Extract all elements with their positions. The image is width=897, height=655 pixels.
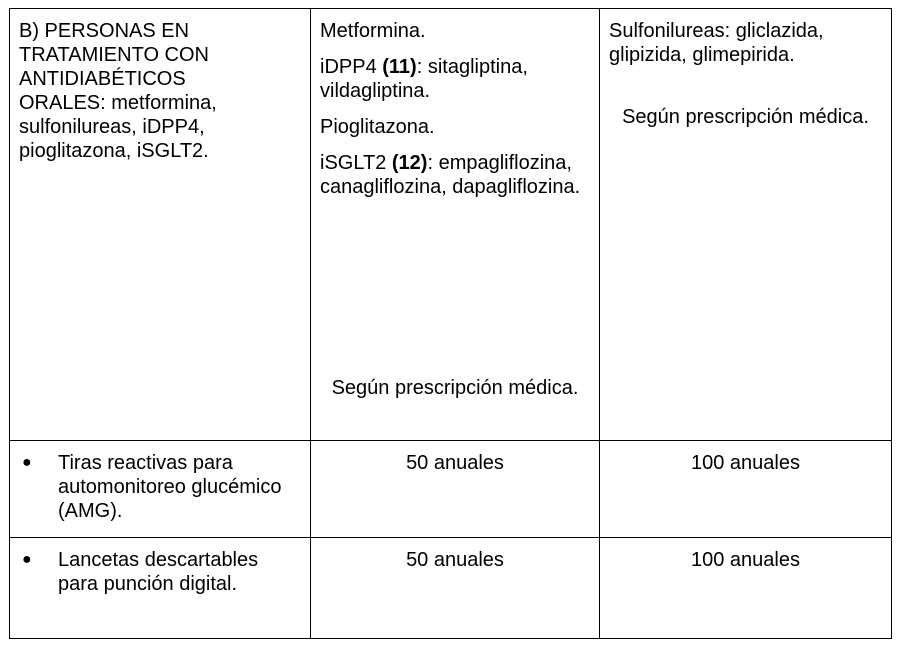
quantity-cell: 100 anuales (600, 441, 892, 538)
prescription-note: Según prescripción médica. (331, 377, 579, 399)
drug-idpp4 (320, 55, 590, 103)
item-cell (10, 441, 311, 538)
drug-isglt2-text: : empagliflozina, canagliflozina, dapagliflozina. (320, 152, 581, 198)
drug-pioglitazona: Pioglitazona. (320, 116, 435, 138)
table-row (10, 441, 892, 538)
drug-sulfonilureas: Sulfonilureas: gliclazida, glipizida, glimepirida. (609, 20, 824, 66)
drug-metformina: Metformina. (320, 20, 426, 42)
category-cell (10, 9, 311, 441)
drug-idpp4-label: iDPP4 (320, 56, 383, 78)
sulfonylureas-cell (600, 9, 892, 441)
reference-12: (12) (391, 152, 428, 174)
drug-isglt2-label: iSGLT2 (320, 152, 392, 174)
category-line: ORALES: metformina, (19, 92, 217, 114)
category-line: ANTIDIABÉTICOS (19, 68, 186, 90)
coverage-table (9, 8, 892, 639)
category-line: sulfonilureas, iDPP4, (19, 116, 205, 138)
reference-11: (11) (382, 56, 417, 78)
item-text: Lancetas descartables para punción digital. (58, 549, 259, 595)
bullet-icon: ● (22, 551, 32, 568)
table-row (10, 538, 892, 639)
item-text: Tiras reactivas para automonitoreo glucémico (AMG). (58, 452, 282, 522)
drug-isglt2 (320, 151, 590, 199)
drug-list-cell (311, 9, 600, 441)
category-line: pioglitazona, iSGLT2. (19, 140, 209, 162)
item-cell (10, 538, 311, 639)
quantity-cell: 50 anuales (311, 441, 600, 538)
quantity-cell: 50 anuales (311, 538, 600, 639)
table-row (10, 9, 892, 441)
category-line: B) PERSONAS EN (19, 20, 190, 42)
category-line: TRATAMIENTO CON (19, 44, 209, 66)
prescription-note: Según prescripción médica. (622, 106, 869, 128)
quantity-cell: 100 anuales (600, 538, 892, 639)
drug-idpp4-text: : sitagliptina, vildagliptina. (320, 56, 528, 102)
bullet-icon: ● (22, 454, 32, 471)
